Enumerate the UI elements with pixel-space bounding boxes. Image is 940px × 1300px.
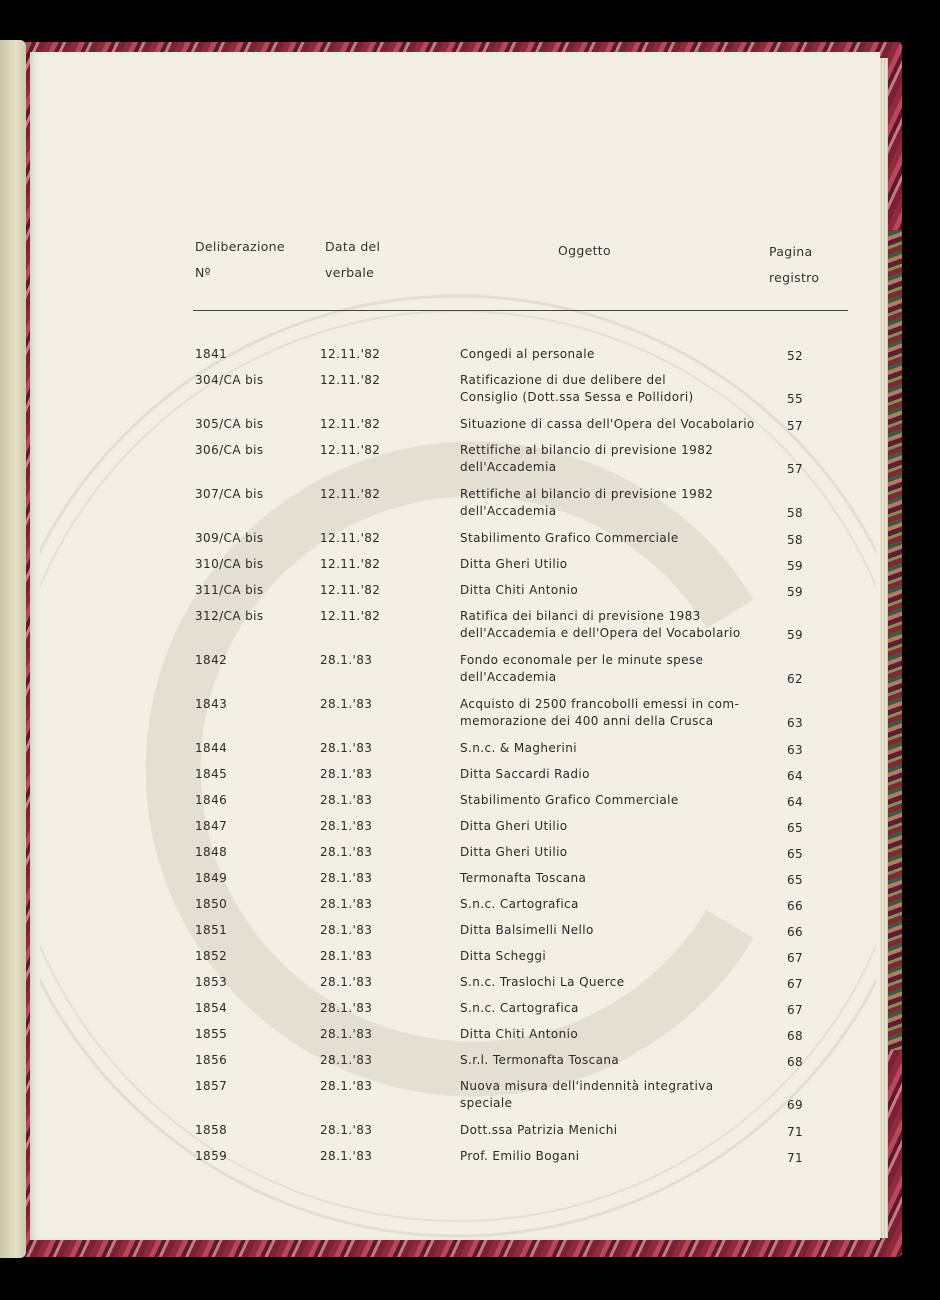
header-date [325,234,380,286]
subject-line: speciale [460,1096,513,1110]
register-page [30,52,880,1240]
subject-line: Acquisto di 2500 francobolli emessi in com- [460,697,740,711]
subject-line: Nuova misura dell'indennità integrativa [460,1079,714,1093]
verbale-date: 28.1.'83 [320,819,373,833]
verbale-date: 12.11.'82 [320,531,381,545]
verbale-date: 28.1.'83 [320,923,373,937]
subject-line: S.n.c. & Magherini [460,741,577,755]
deliberation-number: 1849 [195,871,228,885]
deliberation-number: 1854 [195,1001,228,1015]
subject-line: Rettifiche al bilancio di previsione 1982 [460,443,714,457]
register-page-number: 58 [786,506,804,520]
subject-line: Situazione di cassa dell'Opera del Vocabolario [460,417,755,431]
deliberation-number: 1857 [195,1079,228,1093]
register-page-number: 62 [786,672,804,686]
subject-cell [460,792,780,809]
register-page-number: 58 [786,533,804,547]
subject-line: dell'Accademia e dell'Opera del Vocabolario [460,626,741,640]
subject-cell [460,530,780,547]
deliberation-number: 1847 [195,819,228,833]
verbale-date: 28.1.'83 [320,1001,373,1015]
deliberation-number: 311/CA bis [195,583,264,597]
verbale-date: 12.11.'82 [320,583,381,597]
subject-line: Rettifiche al bilancio di previsione 1982 [460,487,714,501]
verbale-date: 12.11.'82 [320,443,381,457]
deliberation-number: 1850 [195,897,228,911]
subject-cell [460,922,780,939]
header-date-label: Data del [325,239,381,254]
subject-line: Ditta Scheggi [460,949,547,963]
deliberation-number: 304/CA bis [195,373,264,387]
deliberation-number: 305/CA bis [195,417,264,431]
subject-line: dell'Accademia [460,504,557,518]
register-page-number: 65 [786,873,804,887]
subject-line: Dott.ssa Patrizia Menichi [460,1123,618,1137]
verbale-date: 28.1.'83 [320,1149,373,1163]
header-subject-label: Oggetto [558,243,611,258]
subject-cell [460,556,780,573]
verbale-date: 12.11.'82 [320,347,381,361]
verbale-date: 12.11.'82 [320,487,381,501]
register-page-number: 59 [786,628,804,642]
subject-cell [460,442,780,476]
subject-cell [460,1122,780,1139]
subject-line: S.r.l. Termonafta Toscana [460,1053,620,1067]
verbale-date: 28.1.'83 [320,1027,373,1041]
deliberation-number: 309/CA bis [195,531,264,545]
deliberation-number: 1845 [195,767,228,781]
subject-cell [460,1078,780,1112]
subject-line: Stabilimento Grafico Commerciale [460,531,679,545]
register-page-number: 63 [786,743,804,757]
deliberation-number: 1856 [195,1053,228,1067]
register-page-number: 65 [786,847,804,861]
subject-line: Stabilimento Grafico Commerciale [460,793,679,807]
subject-line: memorazione dei 400 anni della Crusca [460,714,714,728]
verbale-date: 28.1.'83 [320,697,373,711]
deliberation-number: 1855 [195,1027,228,1041]
register-page-number: 67 [786,951,804,965]
deliberation-number: 307/CA bis [195,487,264,501]
deliberation-number: 310/CA bis [195,557,264,571]
subject-cell [460,486,780,520]
register-page-number: 63 [786,716,804,730]
subject-cell [460,896,780,913]
verbale-date: 28.1.'83 [320,845,373,859]
verbale-date: 12.11.'82 [320,609,381,623]
verbale-date: 28.1.'83 [320,793,373,807]
subject-line: Prof. Emilio Bogani [460,1149,580,1163]
register-page-number: 68 [786,1055,804,1069]
subject-line: Consiglio (Dott.ssa Sessa e Pollidori) [460,390,694,404]
deliberation-number: 1858 [195,1123,228,1137]
header-divider [193,310,848,311]
header-number-label: Nº [195,265,211,280]
verbale-date: 12.11.'82 [320,373,381,387]
subject-line: S.n.c. Cartografica [460,897,579,911]
subject-line: Ditta Gheri Utilio [460,845,568,859]
subject-line: Ditta Balsimelli Nello [460,923,594,937]
header-deliberation-label: Deliberazione [195,239,285,254]
register-page-number: 68 [786,1029,804,1043]
deliberation-number: 1851 [195,923,228,937]
subject-cell [460,416,780,433]
subject-line: Ditta Gheri Utilio [460,557,568,571]
deliberation-number: 1848 [195,845,228,859]
verbale-date: 28.1.'83 [320,871,373,885]
subject-line: Fondo economale per le minute spese [460,653,704,667]
verbale-date: 28.1.'83 [320,897,373,911]
subject-cell [460,1026,780,1043]
verbale-date: 12.11.'82 [320,417,381,431]
subject-line: Ratificazione di due delibere del [460,373,667,387]
register-page-number: 71 [786,1125,804,1139]
subject-cell [460,1000,780,1017]
register-page-number: 59 [786,585,804,599]
subject-line: Ratifica dei bilanci di previsione 1983 [460,609,701,623]
register-page-number: 67 [786,977,804,991]
subject-line: dell'Accademia [460,670,557,684]
header-page [769,239,819,291]
subject-cell [460,844,780,861]
subject-cell [460,1052,780,1069]
verbale-date: 28.1.'83 [320,653,373,667]
deliberation-number: 1853 [195,975,228,989]
subject-line: Ditta Gheri Utilio [460,819,568,833]
register-page-number: 69 [786,1098,804,1112]
register-page-number: 57 [786,462,804,476]
register-page-number: 66 [786,925,804,939]
header-verbale-label: verbale [325,265,375,280]
deliberation-number: 1859 [195,1149,228,1163]
register-page-number: 52 [786,349,804,363]
register-page-number: 71 [786,1151,804,1165]
register-page-number: 66 [786,899,804,913]
register-page-number: 57 [786,419,804,433]
facing-page-edge [0,40,26,1258]
subject-line: Ditta Chiti Antonio [460,1027,579,1041]
deliberation-number: 1844 [195,741,228,755]
subject-cell [460,766,780,783]
register-page-number: 64 [786,795,804,809]
header-subject [558,238,611,264]
header-deliberation [195,234,285,286]
subject-cell [460,608,780,642]
deliberation-number: 1846 [195,793,228,807]
subject-line: dell'Accademia [460,460,557,474]
subject-cell [460,870,780,887]
subject-cell [460,948,780,965]
subject-line: S.n.c. Traslochi La Querce [460,975,625,989]
header-page-label: Pagina [769,244,813,259]
subject-line: Ditta Chiti Antonio [460,583,579,597]
verbale-date: 28.1.'83 [320,949,373,963]
verbale-date: 28.1.'83 [320,767,373,781]
subject-cell [460,696,780,730]
register-page-number: 64 [786,769,804,783]
register-page-number: 65 [786,821,804,835]
deliberation-number: 1843 [195,697,228,711]
subject-cell [460,740,780,757]
verbale-date: 28.1.'83 [320,1053,373,1067]
register-page-number: 59 [786,559,804,573]
deliberation-number: 1841 [195,347,228,361]
subject-cell [460,372,780,406]
subject-line: S.n.c. Cartografica [460,1001,579,1015]
subject-cell [460,974,780,991]
subject-line: Congedi al personale [460,347,595,361]
subject-line: Ditta Saccardi Radio [460,767,590,781]
deliberation-number: 1842 [195,653,228,667]
verbale-date: 28.1.'83 [320,741,373,755]
verbale-date: 28.1.'83 [320,975,373,989]
subject-line: Termonafta Toscana [460,871,587,885]
register-page-number: 67 [786,1003,804,1017]
subject-cell [460,1148,780,1165]
deliberation-number: 306/CA bis [195,443,264,457]
header-registro-label: registro [769,270,820,285]
deliberation-number: 1852 [195,949,228,963]
subject-cell [460,652,780,686]
deliberation-number: 312/CA bis [195,609,264,623]
verbale-date: 12.11.'82 [320,557,381,571]
subject-cell [460,582,780,599]
verbale-date: 28.1.'83 [320,1123,373,1137]
subject-cell [460,346,780,363]
verbale-date: 28.1.'83 [320,1079,373,1093]
subject-cell [460,818,780,835]
register-page-number: 55 [786,392,804,406]
